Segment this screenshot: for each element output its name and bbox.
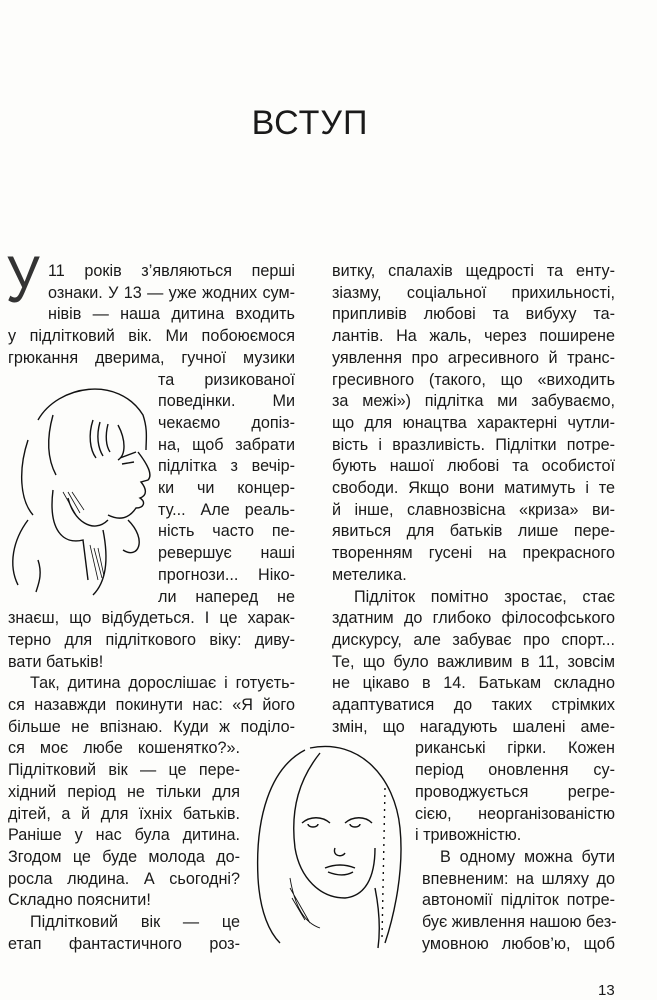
text-line: і тривожністю.	[415, 826, 522, 845]
text-line: бують нашої любові та особистої	[332, 457, 615, 476]
text-line: 11 років з’являються перші	[48, 262, 295, 280]
text-line: знаєш, що відбудеться. І це харак-	[8, 609, 295, 628]
text-line: бує живлення нашою без-	[422, 913, 617, 931]
text-line: нівів — наша дитина входить	[48, 305, 295, 324]
text-line: ту... Але реаль-	[158, 500, 295, 519]
text-line: Підлітковий вік — це пере-	[8, 761, 240, 780]
drop-cap: У	[6, 242, 40, 316]
text-line: Підліток помітно зростає, стає	[354, 587, 615, 606]
text-line: припливів любові та вибуху та-	[332, 305, 615, 324]
text-line: ли наперед не	[158, 587, 295, 606]
text-line: гресивного (такого, що «виходить	[332, 370, 615, 389]
text-line: Раніше у нас була дитина.	[8, 826, 240, 845]
text-line: ки чи концер-	[158, 479, 295, 497]
text-line: Підлітковий вік — це	[30, 913, 240, 931]
text-line: підлітка з вечір-	[158, 457, 295, 476]
text-line: більше не впізнаю. Куди ж поділо-	[8, 717, 295, 736]
text-line: на, щоб забрати	[158, 435, 295, 454]
text-line: ревершує наші	[158, 544, 295, 563]
text-line: ся моє любе кошенятко?».	[8, 739, 240, 758]
text-line: Те, що було важливим в 11, зовсім	[332, 652, 615, 671]
girl-portrait-illustration	[250, 738, 410, 953]
text-line: умовною любов’ю, щоб	[422, 934, 615, 953]
text-line: Складно пояснити!	[8, 891, 151, 910]
text-line: ність часто пе-	[158, 522, 295, 541]
page-title: ВСТУП	[251, 104, 369, 142]
text-line: вість і вразливість. Підлітки потре-	[332, 435, 615, 454]
text-line: свободи. Якщо вони матимуть і те	[332, 479, 615, 497]
text-line: зіазму, соціальної прихильності,	[332, 283, 615, 302]
text-line: терно для підліткового віку: диву-	[8, 630, 295, 649]
text-line: змін, що нагадують шалені аме-	[332, 717, 615, 736]
text-line: що для юнацтва характерні чутли-	[332, 413, 615, 432]
text-line: сією, неорганізованістю	[415, 804, 615, 823]
text-line: не цікаво в 14. Батькам складно	[332, 674, 615, 693]
text-line: В одному можна бути	[440, 847, 615, 866]
text-line: поведінки. Ми	[158, 392, 295, 411]
text-line: ся назавжди покинути нас: «Я його	[8, 696, 295, 714]
text-line: хідний період не тільки для	[8, 782, 240, 801]
text-line: росла людина. А сьогодні?	[8, 869, 240, 888]
text-line: за межі») підлітка ми забуваємо,	[332, 392, 615, 411]
text-line: у підлітковий вік. Ми побоюємося	[8, 327, 295, 346]
text-line: вати батьків!	[8, 652, 104, 671]
text-line: витку, спалахів щедрості та енту-	[332, 262, 615, 280]
text-line: дискурсу, але забуває про спорт...	[332, 630, 615, 649]
text-line: етап фантастичного роз-	[8, 934, 240, 953]
text-line: адаптуватися до таких стрімких	[332, 696, 615, 714]
text-line: прогнози... Ніко-	[158, 565, 295, 584]
text-line: чекаємо допіз-	[158, 413, 295, 432]
text-line: здатним до глибоко філософського	[332, 609, 615, 628]
text-line: уявлення про агресивного й транс-	[332, 348, 615, 367]
text-line: метелика.	[332, 565, 407, 584]
text-line: лантів. На жаль, через поширене	[332, 327, 615, 346]
text-line: риканські гірки. Кожен	[415, 739, 615, 758]
text-line: впевненим: на шляху до	[422, 869, 615, 888]
text-line: дітей, а й для їхніх батьків.	[8, 804, 240, 823]
boy-profile-illustration	[8, 380, 158, 600]
text-line: й інше, славнозвісна «криза» ви-	[332, 500, 615, 519]
text-line: період оновлення су-	[415, 761, 615, 780]
text-line: та ризикованої	[158, 370, 295, 389]
text-line: Згодом це буде молода до-	[8, 847, 240, 866]
page-number: 13	[598, 982, 615, 999]
text-line: проводжується регре-	[415, 782, 615, 801]
text-line: творенням гусені на прекрасного	[332, 544, 615, 563]
text-line: явиться для батьків лише пере-	[332, 522, 615, 541]
text-line: Так, дитина дорослішає і готуєть-	[30, 674, 295, 693]
text-line: грюкання дверима, гучної музики	[8, 348, 295, 367]
text-line: ознаки. У 13 — уже жодних сум-	[48, 283, 295, 302]
text-line: автономії підліток потре-	[422, 891, 615, 910]
